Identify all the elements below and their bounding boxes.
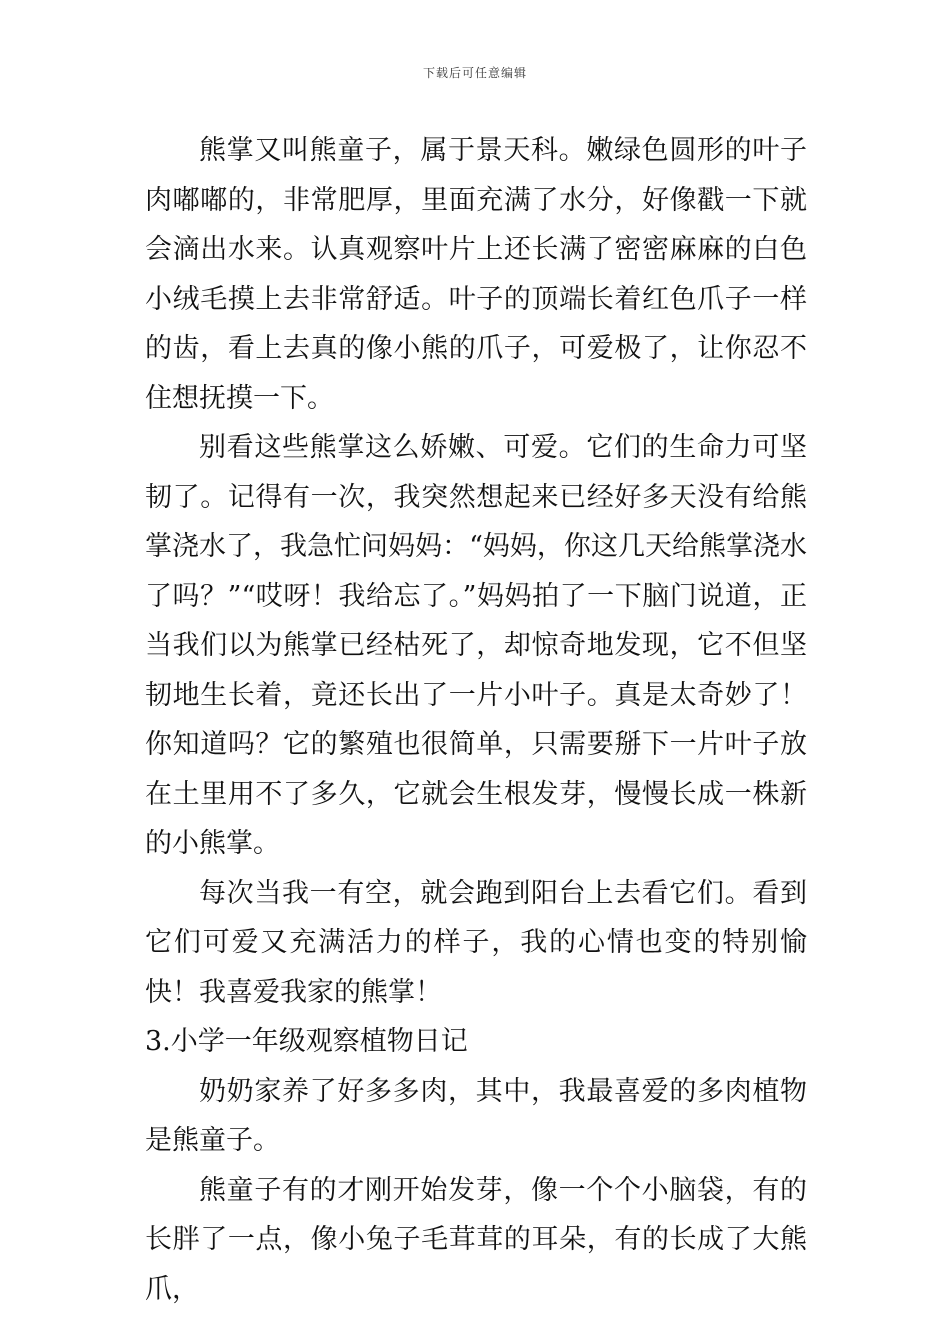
paragraph-bear-paw-joy: 每次当我一有空，就会跑到阳台上去看它们。看到它们可爱又充满活力的样子，我的心情也变的特别愉快！我喜爱我家的熊掌！: [145, 877, 807, 1008]
document-body: [145, 126, 807, 1314]
section-heading: 3.小学一年级观察植物日记: [145, 1026, 468, 1057]
paragraph-bear-paw-resilience: 别看这些熊掌这么娇嫩、可爱。它们的生命力可坚韧了。记得有一次，我突然想起来已经好多天没有给熊掌浇水了，我急忙问妈妈：“妈妈，你这几天给熊掌浇水了吗？”“哎呀！我给忘了。”妈妈拍了一下脑门说道，正当我们以为熊掌已经枯死了，却惊奇地发现，它不但坚韧地生长着，竟还长出了一片小叶子。真是太奇妙了！你知道吗？它的繁殖也很简单，只需要掰下一片叶子放在土里用不了多久，它就会生根发芽，慢慢长成一株新的小熊掌。: [145, 432, 807, 859]
paragraph-bear-cub-growth: 熊童子有的才刚开始发芽，像一个个小脑袋，有的长胖了一点，像小兔子毛茸茸的耳朵，有的长成了大熊爪，: [145, 1174, 807, 1305]
page-header: 下载后可任意编辑: [422, 66, 527, 80]
paragraph-bear-paw-description: 熊掌又叫熊童子，属于景天科。嫩绿色圆形的叶子肉嘟嘟的，非常肥厚，里面充满了水分，好像戳一下就会滴出水来。认真观察叶片上还长满了密密麻麻的白色小绒毛摸上去非常舒适。叶子的顶端长着红色爪子一样的齿，看上去真的像小熊的爪子，可爱极了，让你忍不住想抚摸一下。: [145, 135, 807, 414]
paragraph-grandma-succulents: 奶奶家养了好多多肉，其中，我最喜爱的多肉植物是熊童子。: [145, 1075, 807, 1156]
